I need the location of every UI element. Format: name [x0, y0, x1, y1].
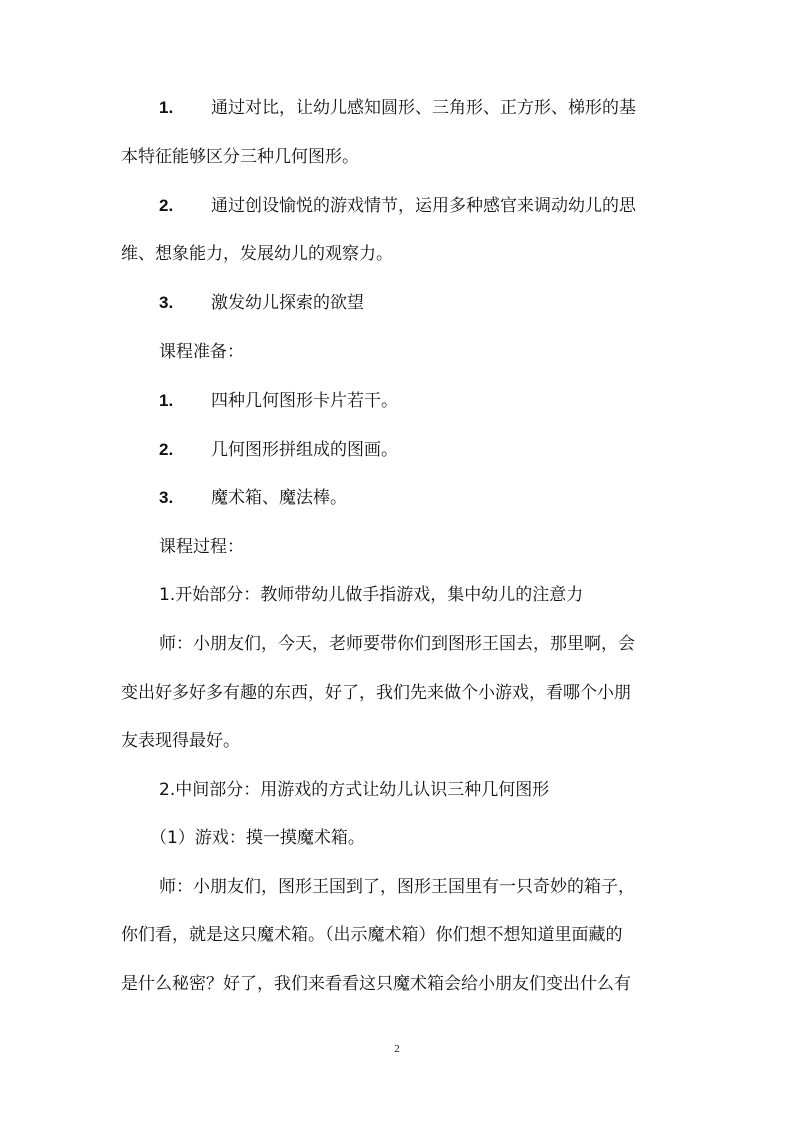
- list-number: 1.: [159, 391, 174, 410]
- line-text: 1.开始部分：教师带幼儿做手指游戏，集中幼儿的注意力: [159, 585, 584, 605]
- heading-text: 课程准备：: [159, 342, 244, 362]
- line-text: 本特征能够区分三种几何图形。: [121, 147, 359, 167]
- heading-text: 课程过程：: [159, 537, 244, 557]
- list-number: 3.: [159, 488, 174, 507]
- line-text: 是什么秘密？好了，我们来看看这只魔术箱会给小朋友们变出什么有: [121, 974, 631, 994]
- list-number: 1.: [159, 98, 174, 117]
- line-text: 2.中间部分：用游戏的方式让幼儿认识三种几何图形: [159, 780, 550, 800]
- line-text: 你们看，就是这只魔术箱。（出示魔术箱）你们想不想知道里面藏的: [121, 925, 623, 945]
- page-number: 2: [394, 1043, 400, 1055]
- list-text: 通过创设愉悦的游戏情节，运用多种感官来调动幼儿的思: [211, 196, 636, 216]
- line-text: 变出好多好多有趣的东西，好了，我们先来做个小游戏，看哪个小朋: [121, 683, 631, 703]
- list-number: 2.: [159, 196, 174, 215]
- list-text: 激发幼儿探索的欲望: [211, 293, 364, 313]
- line-text: 师：小朋友们，图形王国到了，图形王国里有一只奇妙的箱子，: [159, 877, 635, 897]
- list-text: 通过对比，让幼儿感知圆形、三角形、正方形、梯形的基: [211, 98, 636, 118]
- list-text: 四种几何图形卡片若干。: [211, 391, 398, 411]
- line-text: 维、想象能力，发展幼儿的观察力。: [121, 244, 393, 264]
- list-number: 2.: [159, 440, 174, 459]
- list-number: 3.: [159, 293, 174, 312]
- line-text: 友表现得最好。: [121, 731, 240, 751]
- line-text: （1）游戏：摸一摸魔术箱。: [150, 828, 365, 848]
- list-text: 魔术箱、魔法棒。: [211, 488, 347, 508]
- line-text: 师：小朋友们，今天，老师要带你们到图形王国去，那里啊，会: [159, 634, 635, 654]
- list-text: 几何图形拼组成的图画。: [211, 440, 398, 460]
